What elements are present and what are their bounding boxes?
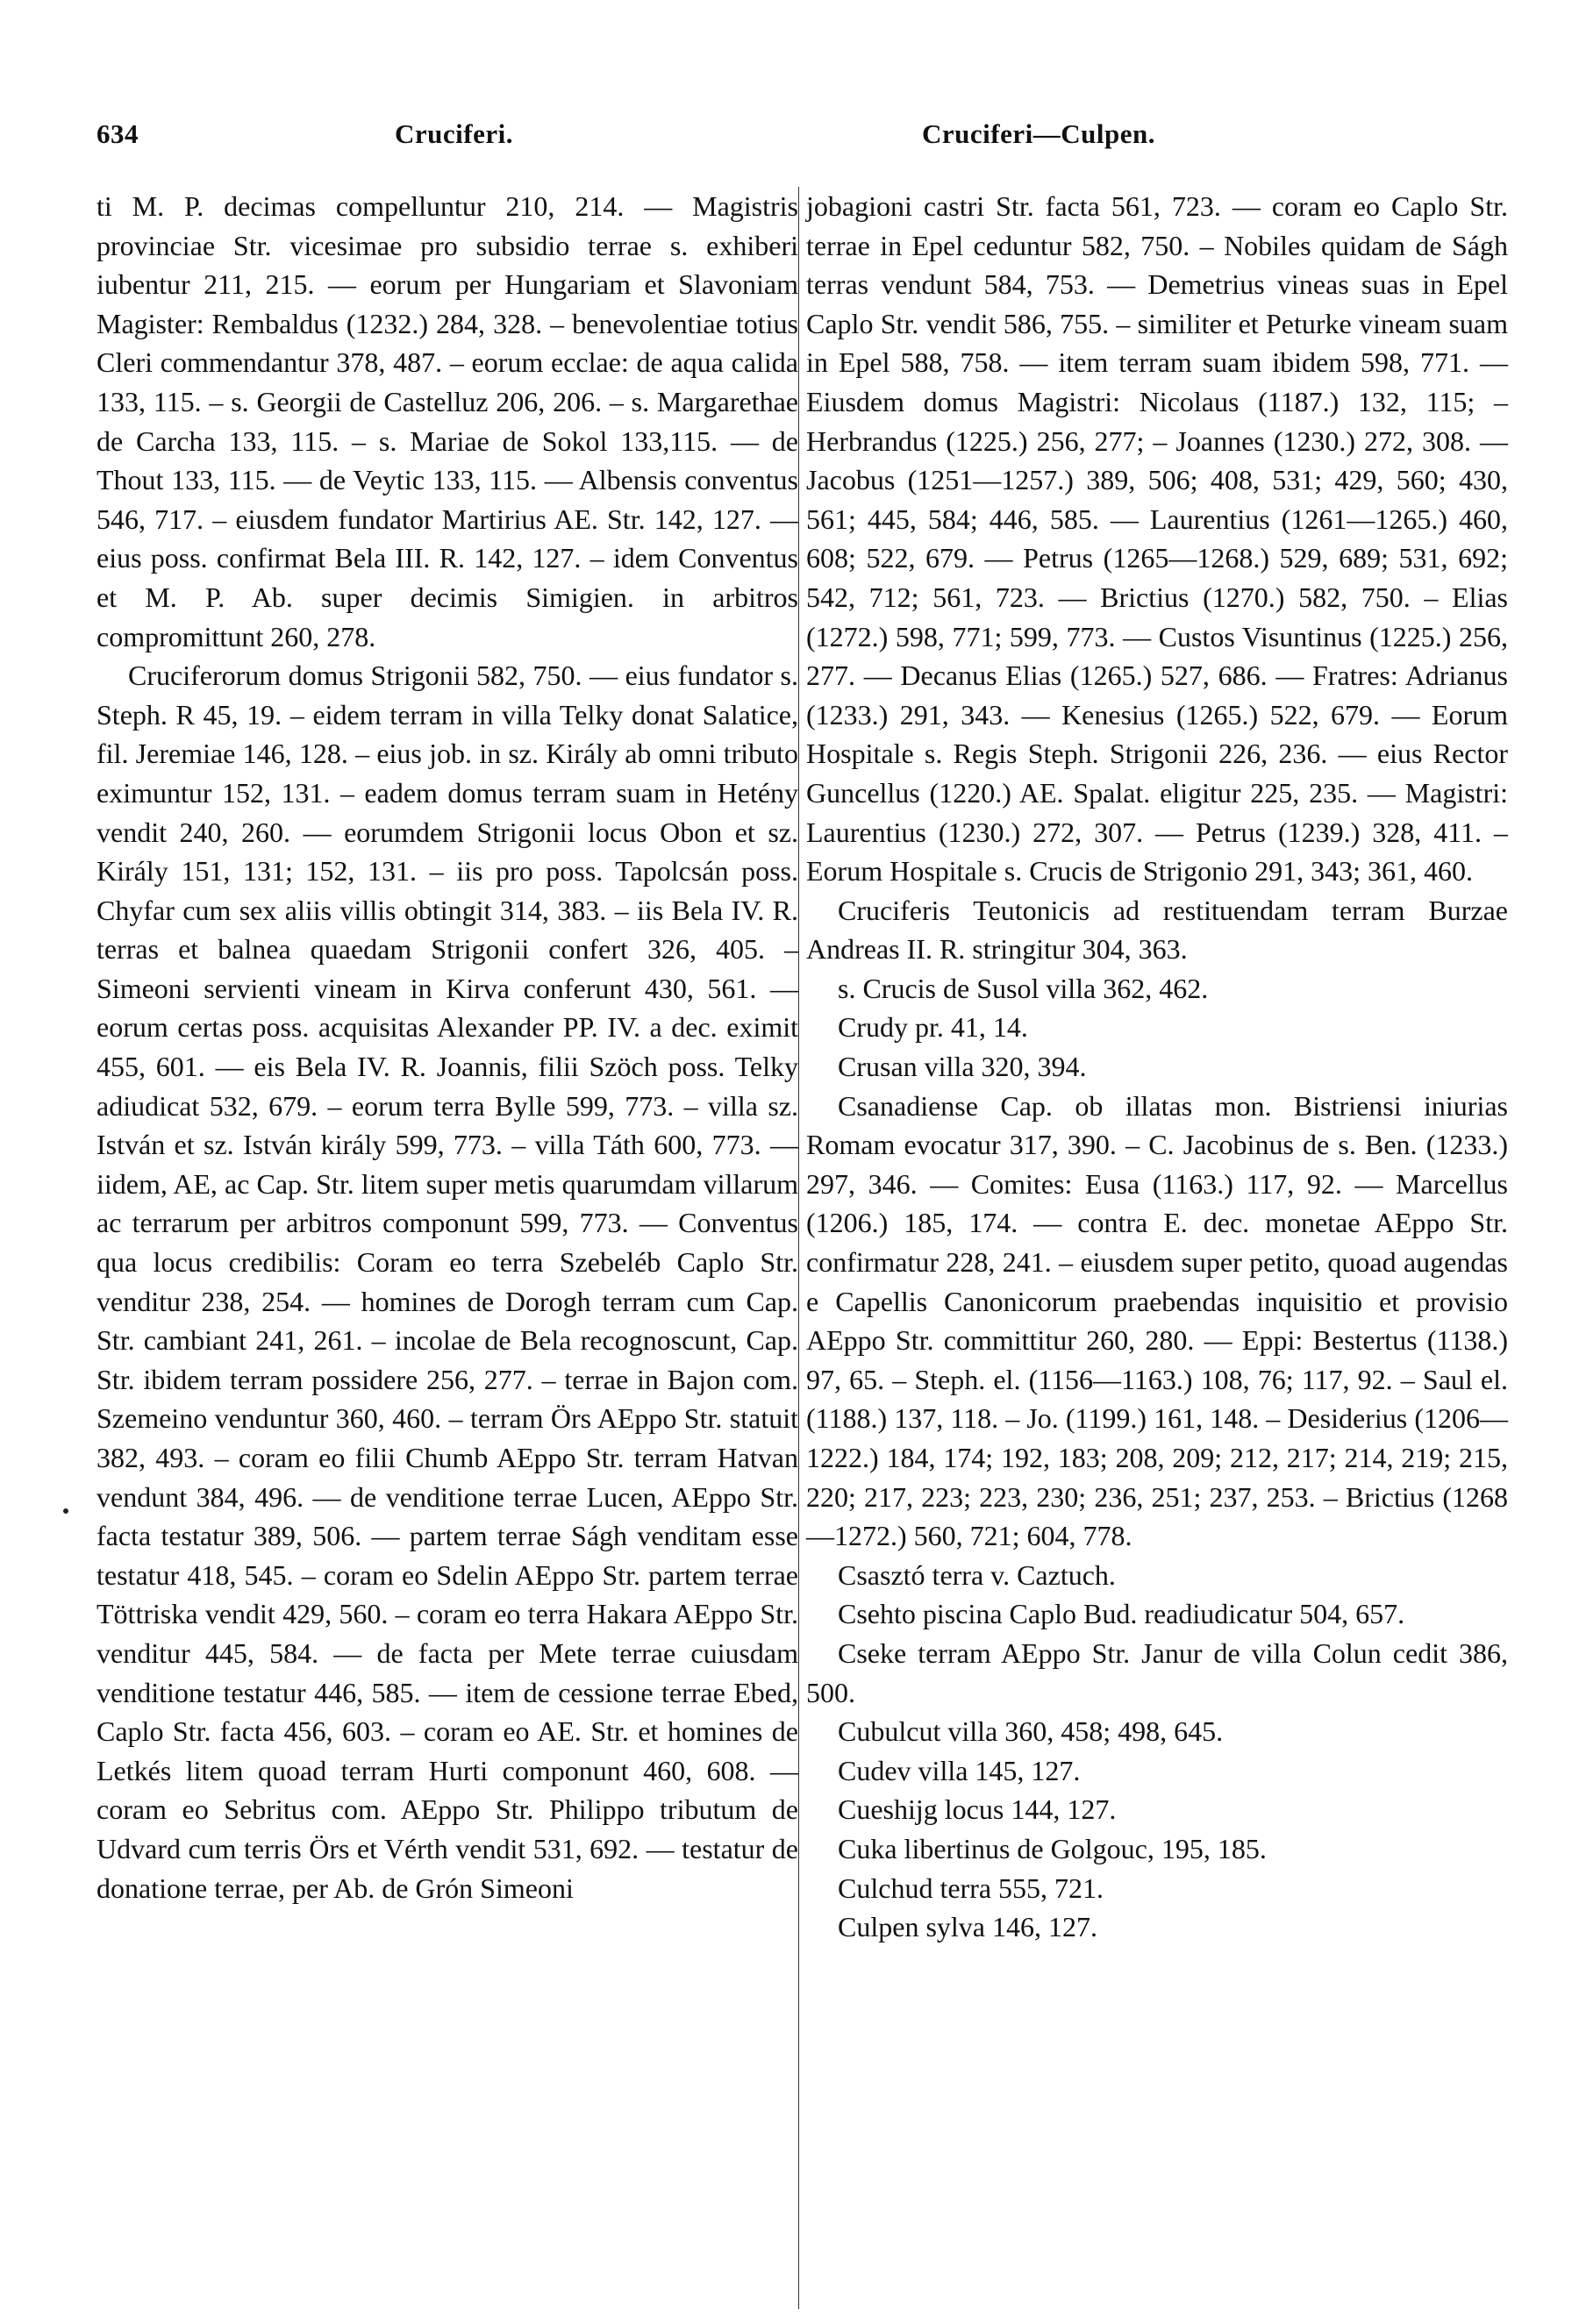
index-entry-continued: jobagioni castri Str. facta 561, 723. — coram eo Caplo Str. terrae in Epel ceduntur 582, 750. – Nobiles quidam de Ságh terras vendunt 584, 753. — Demetrius vineas suas in Epel Caplo Str. vendit 586, 755. – similiter et Peturke vineam suam in Epel 588, 758. — item terram suam ibidem 598, 771. — Eiusdem domus Magistri: Nicolaus (1187.) 132, 115; – Herbrandus (1225.) 256, 277; – Joannes (1230.) 272, 308. — Jacobus (1251—1257.) 389, 506; 408, 531; 429, 560; 430, 561; 445, 584; 446, 585. — Laurentius (1261—1265.) 460, 608; 522, 679. — Petrus (1265—1268.) 529, 689; 531, 692; 542, 712; 561, 723. — Brictius (1270.) 582, 750. – Elias (1272.) 598, 771; 599, 773. — Custos Visuntinus (1225.) 256, 277. — Decanus Elias (1265.) 527, 686. — Fratres: Adrianus (1233.) 291, 343. — Kenesius (1265.) 522, 679. — Eorum Hospitale s. Regis Steph. Strigonii 226, 236. — eius Rector Guncellus (1220.) AE. Spalat. eligitur 225, 235. — Magistri: Laurentius (1230.) 272, 307. — Petrus (1239.) 328, 411. – Eorum Hospitale s. Crucis de Strigonio 291, 343; 361, 460. [806, 190, 1508, 888]
index-entry: Culpen sylva 146, 127. [838, 1911, 1097, 1943]
index-entry: Csehto piscina Caplo Bud. readiudicatur 504, 657. [838, 1598, 1405, 1630]
page-number: 634 [96, 118, 139, 149]
page-header [96, 118, 1290, 162]
index-entry: Cueshijg locus 144, 127. [838, 1793, 1117, 1826]
index-entry-continued: ti M. P. decimas compelluntur 210, 214. — Magistris provinciae Str. vicesimae pro subsidio terrae s. exhiberi iubentur 211, 215. — eorum per Hungariam et Slavoniam Magister: Rembaldus (1232.) 284, 328. – benevolentiae totius Cleri commendantur 378, 487. – eorum ecclae: de aqua calida 133, 115. – s. Georgii de Castelluz 206, 206. – s. Margarethae de Carcha 133, 115. – s. Mariae de Sokol 133,115. — de Thout 133, 115. — de Veytic 133, 115. — Albensis conventus 546, 717. – eiusdem fundator Martirius AE. Str. 142, 127. — eius poss. confirmat Bela III. R. 142, 127. – idem Conventus et M. P. Ab. super decimis Simigien. in arbitros compromittunt 260, 278. [96, 190, 798, 652]
index-entry: Crusan villa 320, 394. [838, 1051, 1087, 1083]
index-entry: Cseke terram AEppo Str. Janur de villa Colun cedit 386, 500. [806, 1636, 1508, 1708]
index-entry: Cruciferorum domus Strigonii 582, 750. — eius fundator s. Steph. R 45, 19. – eidem terram in villa Telky donat Salatice, fil. Jeremiae 146, 128. – eius job. in sz. Király ab omni tributo eximuntur 152, 131. – eadem domus terram suam in Hetény vendit 240, 260. — eorumdem Strigonii locus Obon et sz. Király 151, 131; 152, 131. – iis pro poss. Tapolcsán poss. Chyfar cum sex aliis villis obtingit 314, 383. – iis Bela IV. R. terras et balnea quaedam Strigonii confert 326, 405. – Simeoni servienti vineam in Kirva conferunt 430, 561. — eorum certas poss. acquisitas Alexander PP. IV. a dec. eximit 455, 601. — eis Bela IV. R. Joannis, filii Szöch poss. Telky adiudicat 532, 679. – eorum terra Bylle 599, 773. – villa sz. István et sz. István király 599, 773. – villa Táth 600, 773. — iidem, AE, ac Cap. Str. litem super metis quarumdam villarum ac terrarum per arbitros componunt 599, 773. — Conventus qua locus credibilis: Coram eo terra Szebeléb Caplo Str. venditur 238, 254. — homines de Dorogh terram cum Cap. Str. cambiant 241, 261. – incolae de Bela recognoscunt, Cap. Str. ibidem terram possidere 256, 277. – terrae in Bajon com. Szemeino venduntur 360, 460. – terram Örs AEppo Str. statuit 382, 493. – coram eo filii Chumb AEppo Str. terram Hatvan vendunt 384, 496. — de venditione terrae Lucen, AEppo Str. facta testatur 389, 506. — partem terrae Ságh venditam esse testatur 418, 545. – coram eo Sdelin AEppo Str. partem terrae Töttriska vendit 429, 560. – coram eo terra Hakara AEppo Str. venditur 445, 584. — de facta per Mete terrae cuiusdam venditione testatur 446, 585. — item de cessione terrae Ebed, Caplo Str. facta 456, 603. – coram eo AE. Str. et homines de Letkés litem quoad terram Hurti componunt 460, 608. — coram eo Sebritus com. AEppo Str. Philippo tributum de Udvard cum terris Örs et Vérth vendit 531, 692. — testatur de donatione terrae, per Ab. de Grón Simeoni [96, 659, 798, 1904]
index-entry: Csasztó terra v. Caztuch. [838, 1558, 1116, 1591]
margin-mark [63, 1508, 68, 1514]
index-entry: Csanadiense Cap. ob illatas mon. Bistriensi iniurias Romam evocatur 317, 390. – C. Jacobinus de s. Ben. (1233.) 297, 346. — Comites: Eusa (1163.) 117, 92. — Marcellus (1206.) 185, 174. — contra E. dec. monetae AEppo Str. confirmatur 228, 241. – eiusdem super petito, quoad augendas e Capellis Canonicorum praebendas inquisitio et provisio AEppo Str. committitur 260, 280. — Eppi: Bestertus (1138.) 97, 65. – Steph. el. (1156—1163.) 108, 76; 117, 92. – Saul el. (1188.) 137, 118. – Jo. (1199.) 161, 148. – Desiderius (1206—1222.) 184, 174; 192, 183; 208, 209; 212, 217; 214, 219; 215, 220; 217, 223; 223, 230; 236, 251; 237, 253. – Brictius (1268—1272.) 560, 721; 604, 778. [806, 1089, 1508, 1552]
left-column [96, 187, 798, 1907]
index-entry: Cubulcut villa 360, 458; 498, 645. [838, 1715, 1224, 1748]
index-entry: Cruciferis Teutonicis ad restituendam terram Burzae Andreas II. R. stringitur 304, 363. [806, 894, 1508, 966]
index-entry: Cuka libertinus de Golgouc, 195, 185. [838, 1832, 1267, 1864]
index-entry: s. Crucis de Susol villa 362, 462. [838, 972, 1209, 1004]
index-entry: Crudy pr. 41, 14. [838, 1011, 1028, 1044]
index-entry: Culchud terra 555, 721. [838, 1871, 1104, 1904]
running-head-right: Cruciferi—Culpen. [922, 118, 1155, 149]
right-column [806, 187, 1508, 1947]
running-head-left: Cruciferi. [395, 118, 513, 149]
index-entry: Cudev villa 145, 127. [838, 1754, 1081, 1786]
column-divider [798, 187, 799, 2309]
book-page [96, 118, 1508, 2293]
